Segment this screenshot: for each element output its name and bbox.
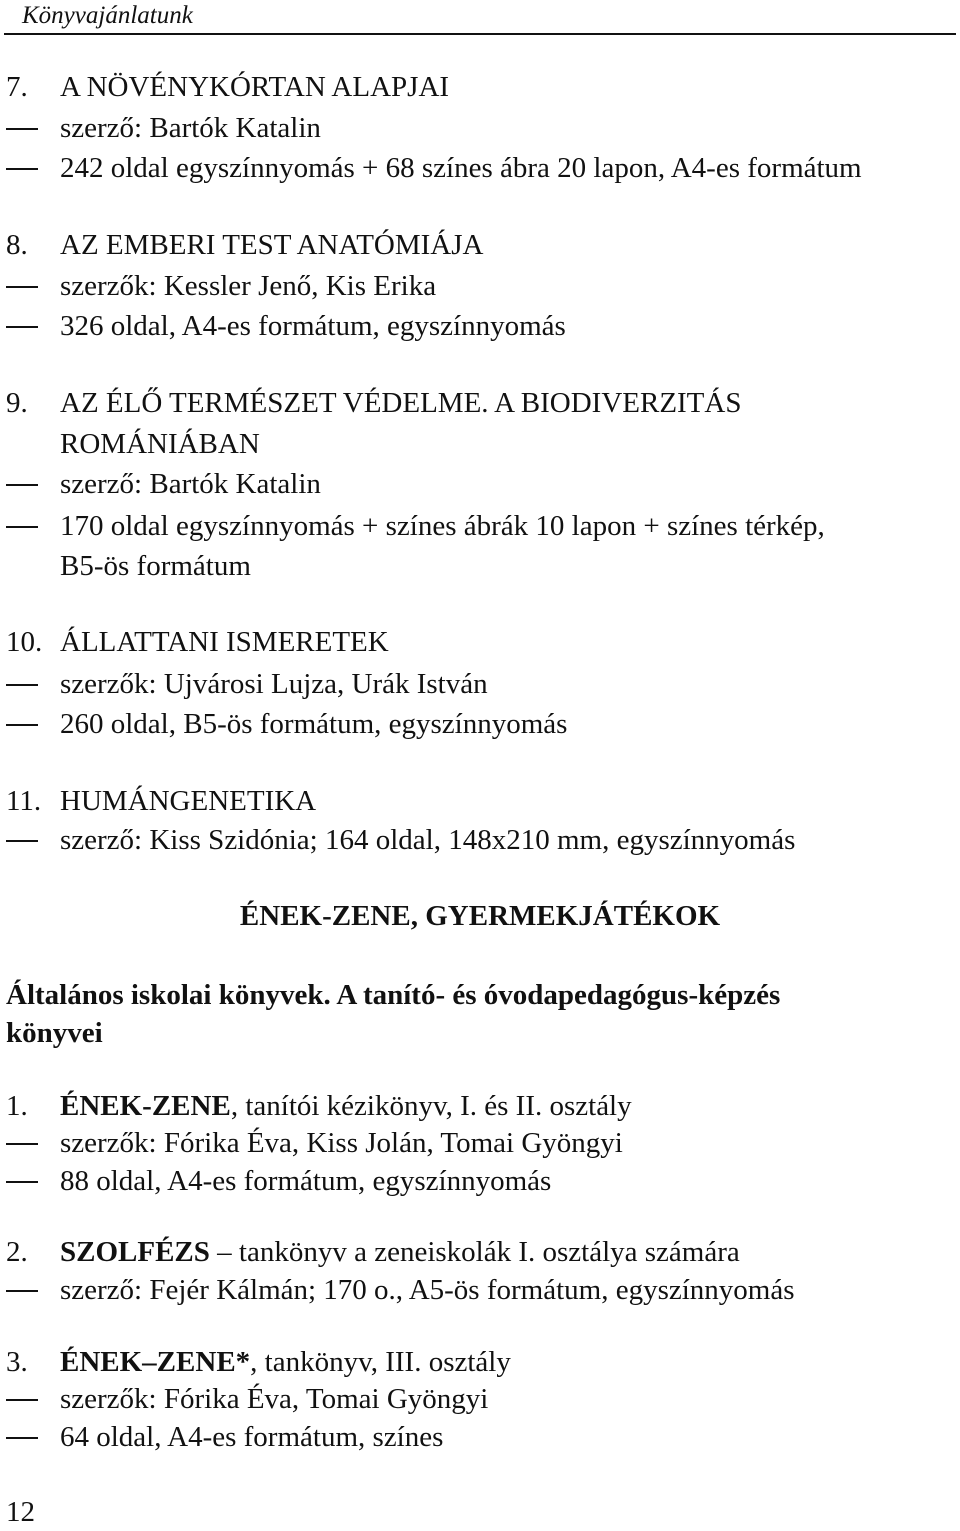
- book-number: 3.: [6, 1346, 28, 1378]
- dash-bullet: [6, 1437, 38, 1439]
- detail-text: 88 oldal, A4-es formátum, egyszínnyomás: [60, 1165, 552, 1197]
- dash-bullet: [6, 1290, 38, 1292]
- book-title: [60, 1233, 740, 1271]
- book-number: 7.: [6, 71, 28, 103]
- header-rule: [4, 33, 956, 35]
- detail-text: szerző: Fejér Kálmán; 170 o., A5-ös formátum, egyszínnyomás: [60, 1274, 795, 1306]
- detail-text: szerzők: Kessler Jenő, Kis Erika: [60, 270, 437, 302]
- dash-bullet: [6, 286, 38, 288]
- book-title: ÁLLATTANI ISMERETEK: [60, 626, 389, 658]
- detail-text: 260 oldal, B5-ös formátum, egyszínnyomás: [60, 708, 568, 740]
- detail-text: 242 oldal egyszínnyomás + 68 színes ábra 20 lapon, A4-es formátum: [60, 152, 862, 184]
- book-title: [60, 1343, 511, 1381]
- book-number: 11.: [6, 785, 42, 817]
- book-number: 1.: [6, 1090, 28, 1122]
- detail-text: 326 oldal, A4-es formátum, egyszínnyomás: [60, 310, 566, 342]
- page-number: 12: [6, 1496, 35, 1528]
- book-number: 10.: [6, 626, 43, 658]
- book-title: HUMÁNGENETIKA: [60, 785, 317, 817]
- book-title-rest: , tanítói kézikönyv, I. és II. osztály: [230, 1090, 632, 1122]
- detail-text: szerző: Bartók Katalin: [60, 468, 321, 500]
- book-title-bold: SZOLFÉZS: [60, 1236, 210, 1268]
- dash-bullet: [6, 128, 38, 130]
- book-number: 8.: [6, 229, 28, 261]
- detail-text: szerzők: Ujvárosi Lujza, Urák István: [60, 668, 488, 700]
- subsection-heading-line2: könyvei: [6, 1017, 103, 1049]
- book-title: AZ EMBERI TEST ANATÓMIÁJA: [60, 229, 484, 261]
- book-title: AZ ÉLŐ TERMÉSZET VÉDELME. A BIODIVERZITÁS: [60, 387, 742, 419]
- book-title: [60, 1087, 632, 1125]
- dash-bullet: [6, 684, 38, 686]
- detail-text: B5-ös formátum: [60, 550, 251, 582]
- book-number: 2.: [6, 1236, 28, 1268]
- dash-bullet: [6, 484, 38, 486]
- dash-bullet: [6, 1143, 38, 1145]
- book-title-rest: – tankönyv a zeneiskolák I. osztálya számára: [209, 1236, 740, 1268]
- book-title-line2: ROMÁNIÁBAN: [60, 428, 260, 460]
- dash-bullet: [6, 840, 38, 842]
- book-title-bold: ÉNEK–ZENE*: [60, 1346, 251, 1378]
- running-header: Könyvajánlatunk: [22, 2, 193, 29]
- detail-text: szerző: Kiss Szidónia; 164 oldal, 148x210 mm, egyszínnyomás: [60, 824, 796, 856]
- detail-text: szerzők: Fórika Éva, Tomai Gyöngyi: [60, 1383, 489, 1415]
- dash-bullet: [6, 1399, 38, 1401]
- dash-bullet: [6, 326, 38, 328]
- book-number: 9.: [6, 387, 28, 419]
- book-title: A NÖVÉNYKÓRTAN ALAPJAI: [60, 71, 450, 103]
- detail-text: 170 oldal egyszínnyomás + színes ábrák 10 lapon + színes térkép,: [60, 510, 825, 542]
- dash-bullet: [6, 168, 38, 170]
- dash-bullet: [6, 1181, 38, 1183]
- detail-text: szerző: Bartók Katalin: [60, 112, 321, 144]
- dash-bullet: [6, 526, 38, 528]
- section-heading: ÉNEK-ZENE, GYERMEKJÁTÉKOK: [239, 900, 721, 932]
- detail-text: 64 oldal, A4-es formátum, színes: [60, 1421, 444, 1453]
- dash-bullet: [6, 724, 38, 726]
- book-title-rest: , tankönyv, III. osztály: [250, 1346, 511, 1378]
- book-title-bold: ÉNEK-ZENE: [60, 1090, 231, 1122]
- subsection-heading-line1: Általános iskolai könyvek. A tanító- és óvodapedagógus-képzés: [6, 979, 781, 1011]
- detail-text: szerzők: Fórika Éva, Kiss Jolán, Tomai Gyöngyi: [60, 1127, 623, 1159]
